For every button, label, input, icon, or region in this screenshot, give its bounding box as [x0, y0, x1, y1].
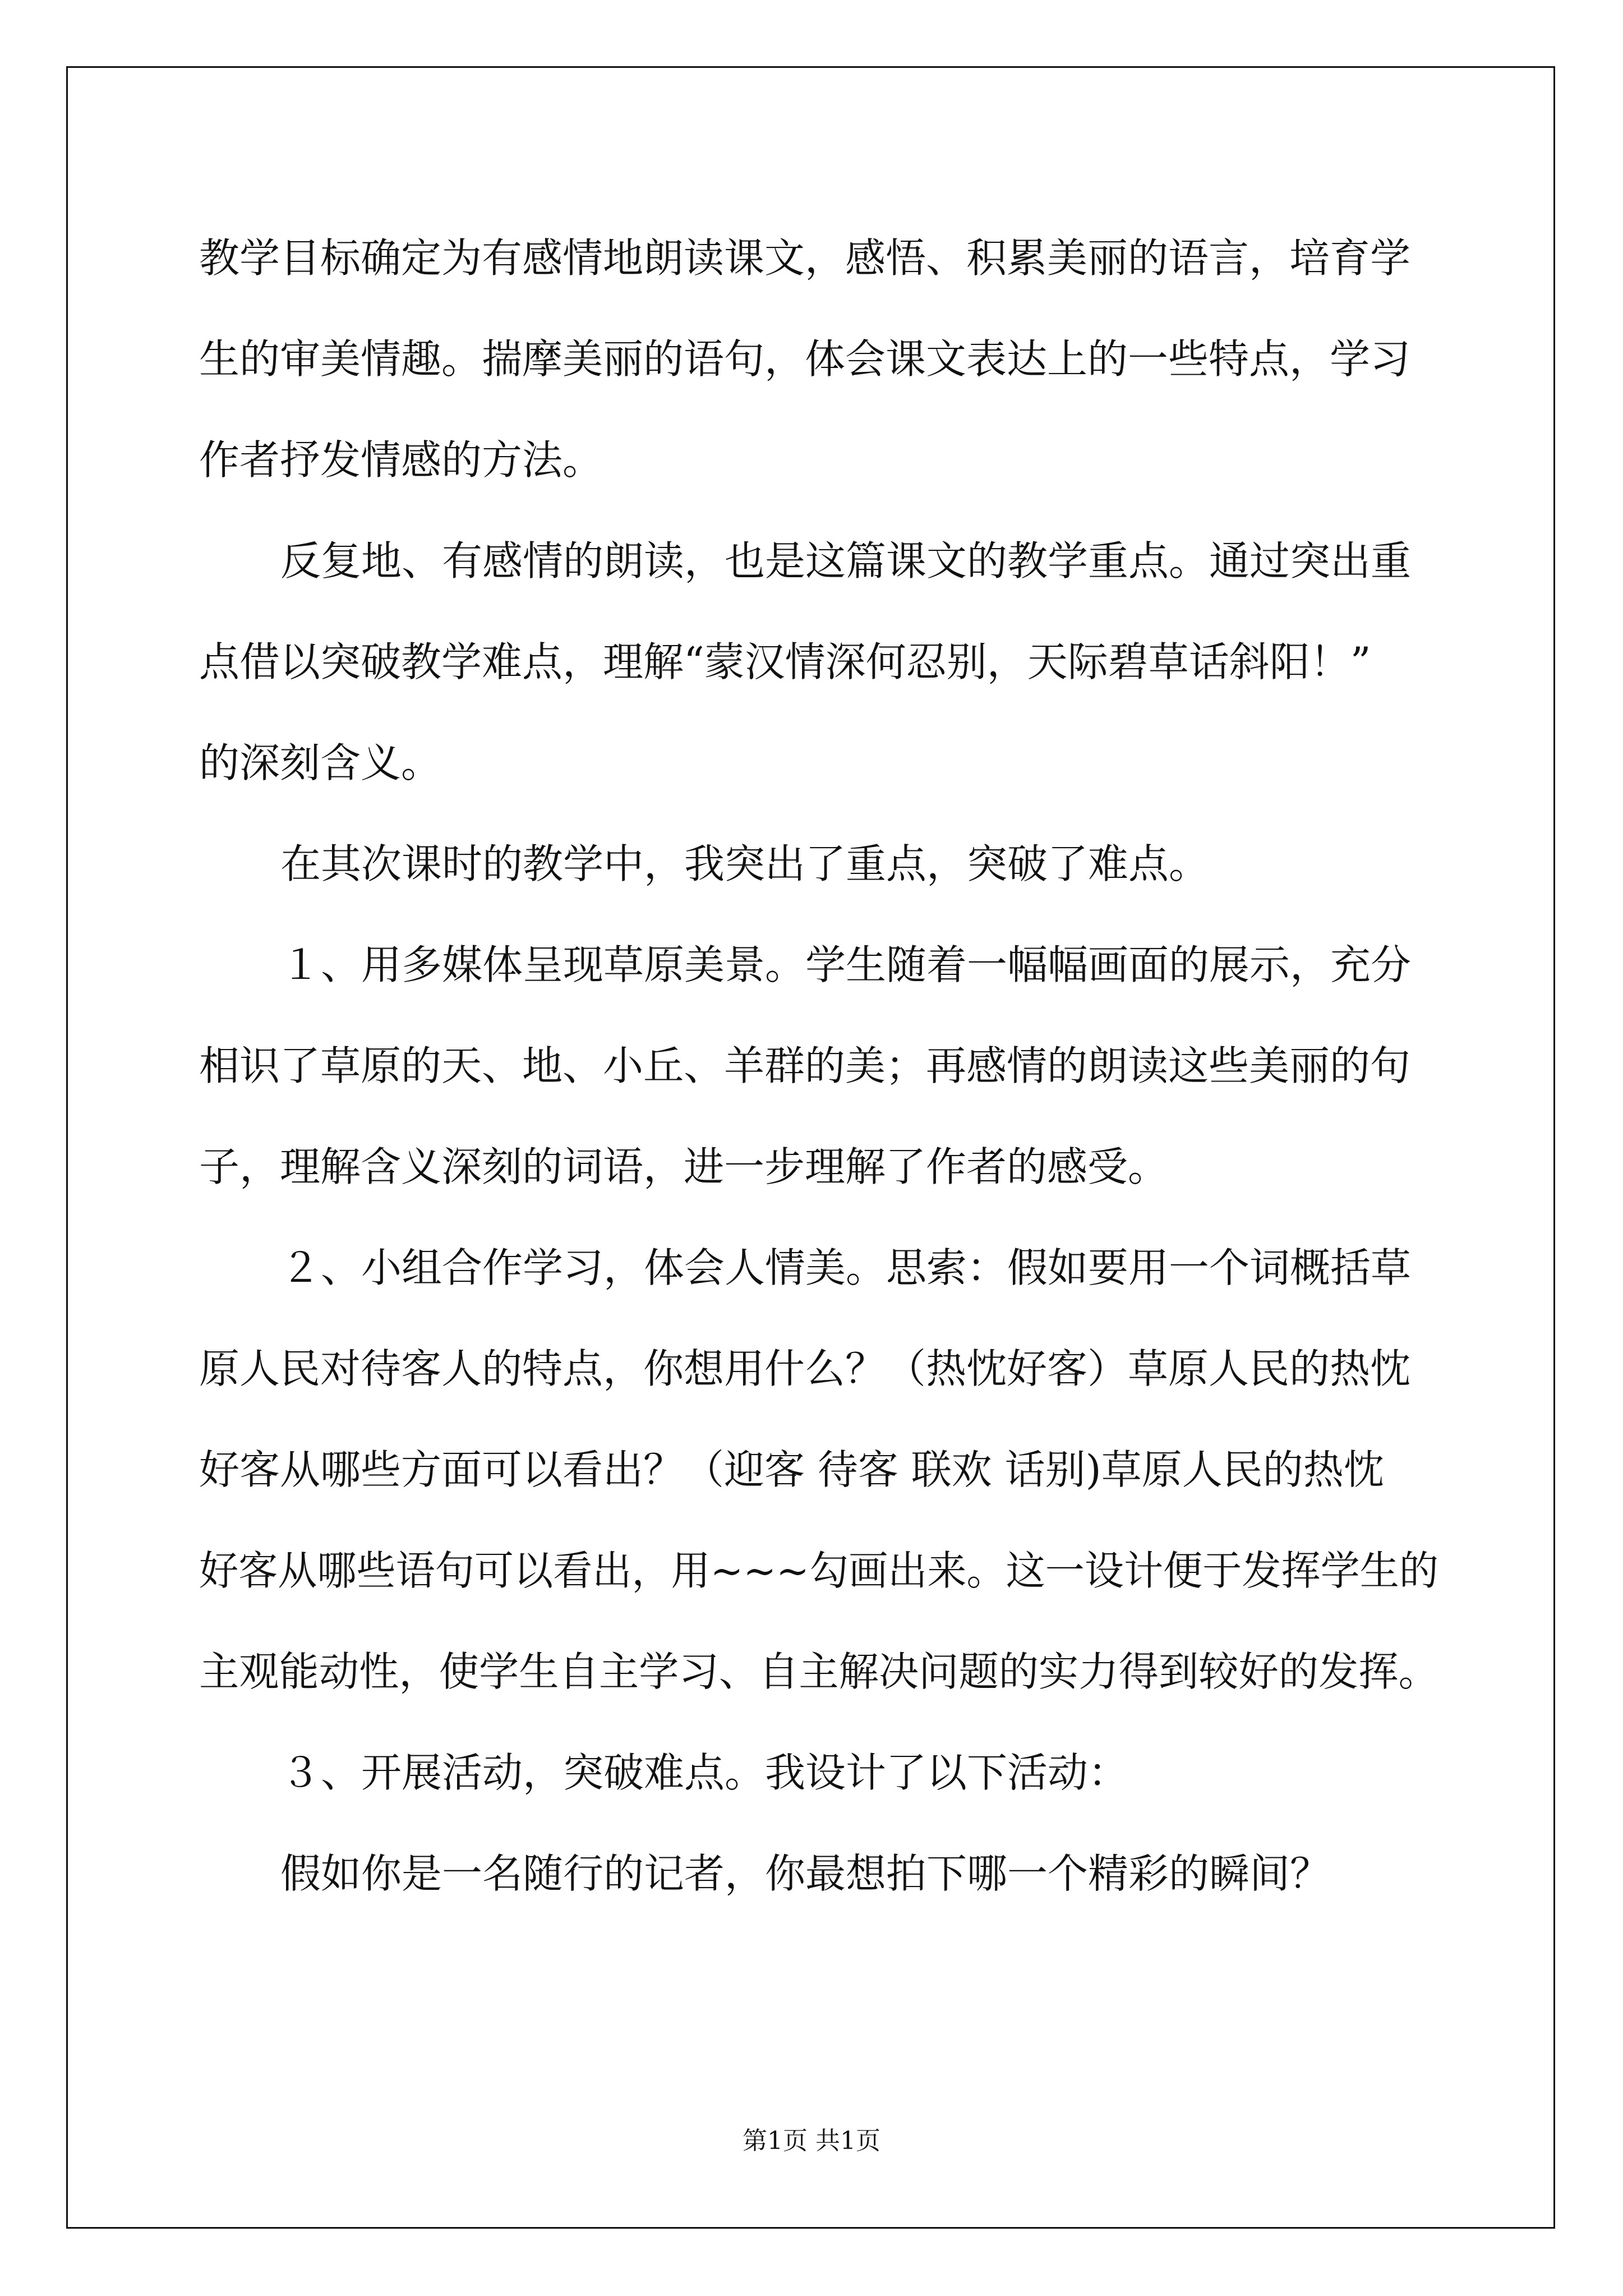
text-line: 好客从哪些方面可以看出？（迎客 待客 联欢 话别)草原人民的热忱	[199, 1446, 1384, 1493]
text-line: １、用多媒体呈现草原美景。学生随着一幅幅画面的展示，充分	[280, 941, 1412, 988]
page-number-footer: 第1页 共1页	[743, 2127, 880, 2155]
text-line: 原人民对待客人的特点，你想用什么？（热忱好客）草原人民的热忱	[199, 1345, 1411, 1392]
document-body	[199, 208, 1438, 1924]
text-line: 反复地、有感情的朗读，也是这篇课文的教学重点。通过突出重	[280, 537, 1412, 585]
text-line: 教学目标确定为有感情地朗读课文，感悟、积累美丽的语言，培育学	[199, 234, 1411, 282]
text-line: 作者抒发情感的方法。	[199, 436, 603, 484]
text-line: 生的审美情趣。揣摩美丽的语句，体会课文表达上的一些特点，学习	[199, 335, 1411, 383]
text-line: 的深刻含义。	[199, 739, 442, 786]
text-line: 子，理解含义深刻的词语，进一步理解了作者的感受。	[199, 1143, 1169, 1190]
text-line: ２、小组合作学习，体会人情美。思索：假如要用一个词概括草	[280, 1244, 1412, 1291]
text-line: 在其次课时的教学中，我突出了重点，突破了难点。	[280, 840, 1210, 887]
text-line: ３、开展活动，突破难点。我设计了以下活动：	[280, 1749, 1129, 1796]
text-line: 主观能动性，使学生自主学习、自主解决问题的实力得到较好的发挥。	[199, 1648, 1438, 1695]
text-line: 点借以突破教学难点，理解“蒙汉情深何忍别，天际碧草话斜阳！”	[199, 638, 1371, 685]
text-line: 相识了草原的天、地、小丘、羊群的美；再感情的朗读这些美丽的句	[199, 1042, 1411, 1089]
text-line: 假如你是一名随行的记者，你最想拍下哪一个精彩的瞬间？	[280, 1850, 1331, 1897]
text-line: 好客从哪些语句可以看出，用~~~勾画出来。这一设计便于发挥学生的	[199, 1547, 1439, 1594]
